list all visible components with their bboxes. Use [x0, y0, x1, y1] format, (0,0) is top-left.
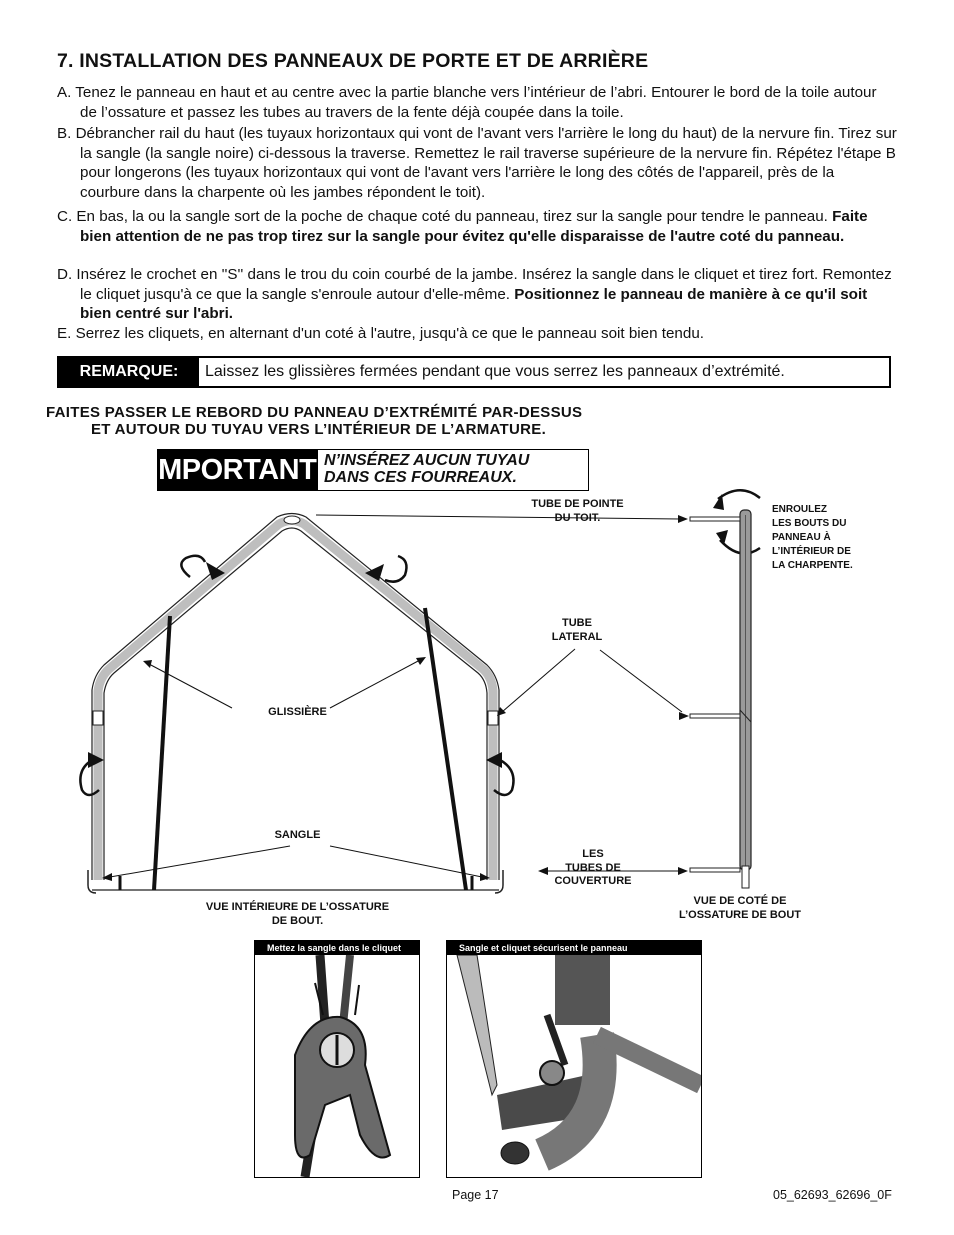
step-e: E. Serrez les cliquets, en alternant d'un coté à l'autre, jusqu'à ce que le panneau soit bien tendu.	[57, 325, 704, 342]
document-code: 05_62693_62696_0F	[773, 1188, 892, 1202]
label-vue-cote-line2: L’OSSATURE DE BOUT	[678, 908, 802, 921]
label-enroulez-line1: ENROULEZ	[772, 504, 827, 515]
faites-line2: ET AUTOUR DU TUYAU VERS L’INTÉRIEUR DE L’ARMATURE.	[91, 421, 547, 438]
step-c-text: C. En bas, la ou la sangle sort de la poche de chaque coté du panneau, tirez sur la sangle pour tendre le panneau.	[57, 208, 833, 225]
step-b: B. Débrancher rail du haut (les tuyaux horizontaux qui vont de l'avant vers l'arrière le long du haut) de la nervure fin. Tirez sur la sangle (la sangle noire) ci-dessous la traverse. Remettez le rail traverse supérieure de la nervure fin. Répétez l'étape B pour longerons (les tuyaux horizontaux qui vont de l'avant vers l'arrière le long des côtés de l'appareil, près de la courbure dans la charpente où les jambes répondent le toit).	[57, 125, 897, 201]
ratchet-illustration	[255, 955, 419, 1177]
step-a: A. Tenez le panneau en haut et au centre avec la partie blanche vers l’intérieur de l’abri. Entourer le bord de la toile autour de l’ossature et passez les tubes au travers de la fente déjà coupée dans la toile.	[57, 84, 877, 121]
step-d-text: D. Insérez le crochet en ''S'' dans le trou du coin courbé de la jambe. Insérez la sangle dans le cliquet et tirez fort. Remontez le cliquet jusqu'à ce que la sangle s'enroule autour d'elle-même.	[57, 266, 892, 303]
photo-left-caption: Mettez la sangle dans le cliquet	[255, 941, 419, 955]
label-tube-lateral-line2: LATERAL	[551, 630, 603, 643]
label-vue-interieure	[185, 901, 410, 928]
faites-line1: FAITES PASSER LE REBORD DU PANNEAU D’EXTRÉMITÉ PAR-DESSUS	[46, 404, 583, 421]
label-enroulez-line4: L’INTÉRIEUR DE	[772, 546, 851, 557]
label-tube-pointe	[510, 498, 645, 525]
label-enroulez-line3: PANNEAU À	[772, 532, 831, 543]
label-sangle: SANGLE	[274, 829, 321, 841]
zipper-left	[154, 616, 170, 890]
remarque-label: REMARQUE:	[59, 358, 199, 386]
label-enroulez-line5: LA CHARPENTE.	[772, 560, 853, 571]
remarque-text: Laissez les glissières fermées pendant que vous serrez les panneaux d’extrémité.	[205, 363, 785, 380]
step-c-warning: Faite bien attention de ne pas trop tirez sur la sangle pour évitez qu'elle disparaisse de l'autre coté du panneau.	[80, 208, 868, 245]
step-d-emphasis: Positionnez le panneau de manière à ce qu'il soit bien centré sur l'abri.	[80, 285, 868, 322]
label-glissiere: GLISSIÈRE	[268, 706, 327, 718]
label-tube-pointe-line2: DU TOIT.	[554, 511, 601, 524]
label-tube-lateral	[537, 617, 617, 644]
photo-right-caption: Sangle et cliquet sécurisent le panneau	[447, 941, 701, 955]
label-vue-cote	[660, 895, 820, 922]
section-title: 7. INSTALLATION DES PANNEAUX DE PORTE ET DE ARRIÈRE	[57, 50, 649, 72]
label-vue-interieure-line2: DE BOUT.	[271, 914, 324, 927]
label-enroulez	[772, 503, 853, 573]
photo-ratchet-insert	[254, 940, 420, 1178]
label-les-tubes	[543, 848, 643, 889]
side-view-frame	[690, 510, 751, 888]
label-vue-cote-line1: VUE DE COTÉ DE	[693, 895, 787, 907]
label-les-tubes-line1: LES	[582, 848, 604, 860]
label-enroulez-line2: LES BOUTS DU	[772, 518, 847, 529]
page-number: Page 17	[452, 1188, 499, 1202]
label-les-tubes-line2: TUBES DE	[565, 861, 621, 874]
important-text-line1: N’INSÉREZ AUCUN TUYAU	[324, 452, 530, 469]
important-label: IMPORTANT!	[158, 450, 318, 490]
important-text-line2: DANS CES FOURREAUX.	[324, 469, 517, 486]
label-tube-pointe-line1: TUBE DE POINTE	[531, 498, 624, 510]
photo-ratchet-secured	[446, 940, 702, 1178]
label-tube-lateral-line1: TUBE	[562, 617, 592, 629]
ratchet-secured-illustration	[447, 955, 701, 1177]
wrap-arrows	[80, 490, 760, 795]
label-les-tubes-line3: COUVERTURE	[554, 875, 632, 887]
label-vue-interieure-line1: VUE INTÉRIEURE DE L’OSSATURE	[205, 901, 390, 913]
